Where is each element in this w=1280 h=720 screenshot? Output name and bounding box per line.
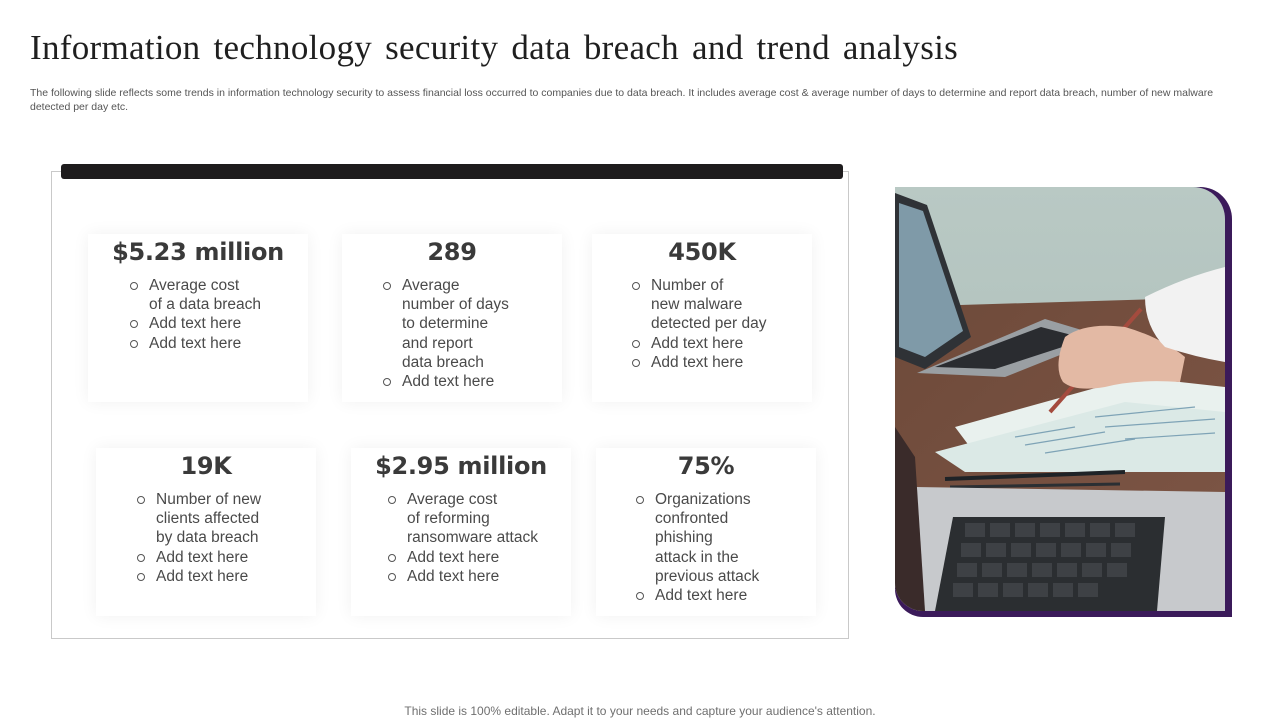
stat-card-clients <box>96 448 316 616</box>
stat-card-avg-cost <box>88 234 308 402</box>
list-item: Add text here <box>636 586 759 605</box>
stat-value: 450K <box>668 238 736 266</box>
list-item: Add text here <box>137 548 261 567</box>
list-item: Number of new malware detected per day <box>632 276 766 334</box>
panel-header-bar <box>61 164 843 179</box>
bullet-list <box>388 490 538 586</box>
slide-footer: This slide is 100% editable. Adapt it to your needs and capture your audience's attention. <box>404 704 876 718</box>
list-item: Add text here <box>130 334 261 353</box>
list-item: Average cost of a data breach <box>130 276 261 314</box>
stat-card-ransomware <box>351 448 571 616</box>
stat-value: 75% <box>677 452 735 480</box>
list-item: Add text here <box>388 548 538 567</box>
list-item: Add text here <box>632 334 766 353</box>
bullet-list <box>383 276 509 391</box>
laptop-desk-photo <box>895 187 1225 611</box>
stat-value: $2.95 million <box>375 452 547 480</box>
bullet-list <box>137 490 261 586</box>
list-item: Average number of days to determine and report data breach <box>383 276 509 372</box>
stat-card-phishing <box>596 448 816 616</box>
list-item: Organizations confronted phishing attack in the previous attack <box>636 490 759 586</box>
stat-value: $5.23 million <box>112 238 284 266</box>
slide-description: The following slide reflects some trends in information technology security to assess financial loss occurred to companies due to data breach. It includes average cost & average number of days to determine and report data breach, number of new malware detected per day etc. <box>30 87 1214 113</box>
stat-value: 289 <box>427 238 477 266</box>
bullet-list <box>632 276 766 372</box>
bullet-list <box>130 276 261 353</box>
list-item: Add text here <box>388 567 538 586</box>
stat-value: 19K <box>180 452 232 480</box>
bullet-list <box>636 490 759 605</box>
slide-title: Information technology security data breach and trend analysis <box>30 28 959 67</box>
list-item: Average cost of reforming ransomware attack <box>388 490 538 548</box>
stat-card-malware <box>592 234 812 402</box>
list-item: Add text here <box>383 372 509 391</box>
list-item: Number of new clients affected by data breach <box>137 490 261 548</box>
stat-card-days <box>342 234 562 402</box>
list-item: Add text here <box>632 353 766 372</box>
list-item: Add text here <box>137 567 261 586</box>
list-item: Add text here <box>130 314 261 333</box>
